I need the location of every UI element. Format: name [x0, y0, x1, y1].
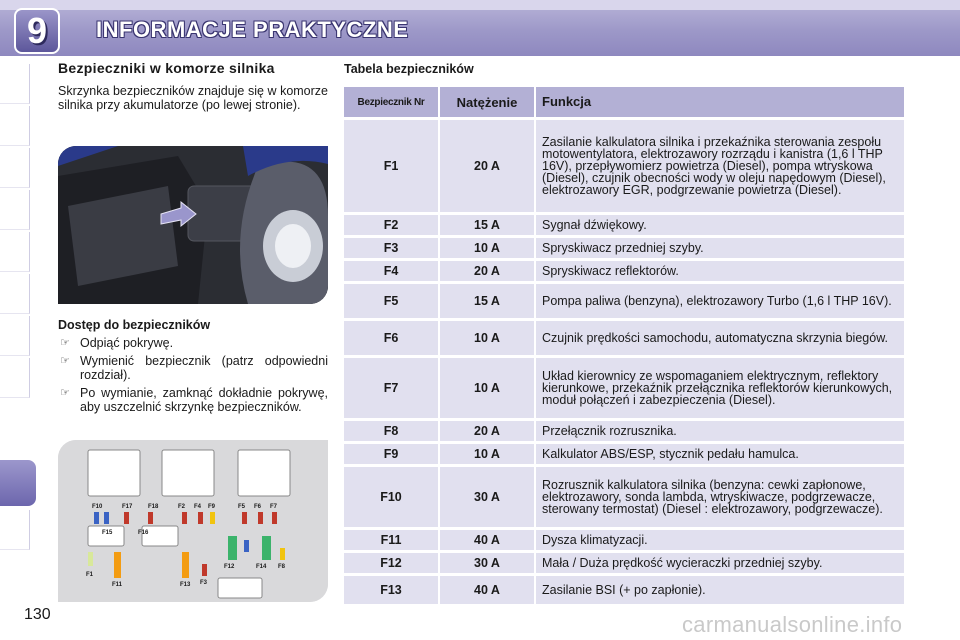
table-row — [344, 321, 904, 355]
function-cell: Pompa paliwa (benzyna), elektrozawory Turbo (1,6 l THP 16V). — [536, 284, 904, 318]
header-highlight — [0, 0, 960, 10]
fuse-table — [344, 87, 904, 607]
chapter-tab[interactable] — [0, 190, 30, 230]
fuse-label: F11 — [112, 582, 123, 588]
fuse-number-cell: F10 — [344, 467, 438, 527]
fuse-number-cell: F13 — [344, 576, 438, 604]
chapter-tab[interactable] — [0, 106, 30, 146]
function-cell: Rozrusznik kalkulatora silnika (benzyna: cewki zapłonowe, elektrozawory, sonda lambda, wtryskiwacze, podgrzewacze, sterowany termostat) (Diesel : elektrozawory, podgrzewacze). — [536, 467, 904, 527]
fuse-label: F9 — [208, 504, 216, 510]
fuse-label: F2 — [178, 504, 186, 510]
fuse-label: F12 — [224, 564, 235, 570]
access-step-text: Odpiąć pokrywę. — [80, 336, 174, 350]
table-row — [344, 238, 904, 258]
fuse-label: F13 — [180, 582, 191, 588]
chapter-tab[interactable] — [0, 358, 30, 398]
table-row — [344, 421, 904, 441]
access-step-text: Wymienić bezpiecznik (patrz odpowiedni rozdział). — [80, 354, 328, 382]
section-title: Bezpieczniki w komorze silnika — [58, 60, 275, 76]
function-cell: Spryskiwacz reflektorów. — [536, 261, 904, 281]
chapter-tab[interactable] — [0, 148, 30, 188]
amperage-cell: 10 A — [440, 444, 534, 464]
table-row — [344, 576, 904, 604]
fuse-label: F17 — [122, 504, 133, 510]
fuse-label: F10 — [92, 504, 103, 510]
amperage-cell: 40 A — [440, 530, 534, 550]
chapter-badge — [14, 8, 60, 54]
fuse-label: F18 — [148, 504, 159, 510]
amperage-cell: 40 A — [440, 576, 534, 604]
fuse-label: F6 — [254, 504, 262, 510]
chapter-tab-rail — [0, 64, 30, 574]
table-row — [344, 358, 904, 418]
fuse-number-cell: F12 — [344, 553, 438, 573]
amperage-cell: 30 A — [440, 467, 534, 527]
page-number: 130 — [24, 606, 51, 623]
chapter-tab[interactable] — [0, 316, 30, 356]
access-step — [58, 386, 328, 414]
fuse-number-cell: F8 — [344, 421, 438, 441]
function-cell: Mała / Duża prędkość wycieraczki przedniej szyby. — [536, 553, 904, 573]
header-fuse-number: Bezpiecznik Nr — [344, 87, 438, 117]
fuse-label: F16 — [138, 530, 149, 536]
fuse-number-cell: F6 — [344, 321, 438, 355]
fuse-number-cell: F5 — [344, 284, 438, 318]
fuse-label: F7 — [270, 504, 278, 510]
amperage-cell: 10 A — [440, 238, 534, 258]
table-row — [344, 215, 904, 235]
fuse-label: F4 — [194, 504, 202, 510]
fuse-label: F1 — [86, 572, 94, 578]
fuse-label: F8 — [278, 564, 286, 570]
page-title: INFORMACJE PRAKTYCZNE — [96, 17, 409, 42]
function-cell: Przełącznik rozrusznika. — [536, 421, 904, 441]
access-step — [58, 354, 328, 382]
amperage-cell: 15 A — [440, 284, 534, 318]
fuse-number-cell: F7 — [344, 358, 438, 418]
watermark: carmanualsonline.info — [682, 612, 903, 637]
amperage-cell: 30 A — [440, 553, 534, 573]
hand-pointer-icon: ☞ — [60, 387, 70, 399]
table-row — [344, 553, 904, 573]
fuse-label: F14 — [256, 564, 267, 570]
fuse-number-cell: F4 — [344, 261, 438, 281]
function-cell: Dysza klimatyzacji. — [536, 530, 904, 550]
fuse-label: F15 — [102, 530, 113, 536]
fuse-access-section — [58, 318, 328, 418]
table-title: Tabela bezpieczników — [344, 62, 474, 76]
chapter-tab[interactable] — [0, 64, 30, 104]
table-header-row — [344, 87, 904, 117]
chapter-tab[interactable] — [0, 510, 30, 550]
table-row — [344, 120, 904, 212]
table-row — [344, 261, 904, 281]
fuse-box-diagram — [58, 440, 328, 602]
amperage-cell: 10 A — [440, 358, 534, 418]
engine-fuses-section — [58, 60, 328, 112]
header-amperage: Natężenie — [440, 87, 534, 117]
fuse-label: F5 — [238, 504, 246, 510]
function-cell: Spryskiwacz przedniej szyby. — [536, 238, 904, 258]
chapter-tab[interactable] — [0, 232, 30, 272]
amperage-cell: 15 A — [440, 215, 534, 235]
fuse-box-illustration — [58, 440, 328, 602]
table-row — [344, 530, 904, 550]
access-step-text: Po wymianie, zamknąć dokładnie pokrywę, aby uszczelnić skrzynkę bezpieczników. — [80, 386, 328, 414]
function-cell: Czujnik prędkości samochodu, automatyczna skrzynia biegów. — [536, 321, 904, 355]
function-cell: Sygnał dźwiękowy. — [536, 215, 904, 235]
fuse-label: F3 — [200, 580, 208, 586]
fuse-number-cell: F1 — [344, 120, 438, 212]
table-row — [344, 284, 904, 318]
engine-compartment-photo — [58, 146, 328, 304]
chapter-number: 9 — [26, 10, 48, 51]
chapter-tab[interactable] — [0, 274, 30, 314]
amperage-cell: 10 A — [440, 321, 534, 355]
section-text: Skrzynka bezpieczników znajduje się w komorze silnika przy akumulatorze (po lewej stronie). — [58, 84, 328, 112]
fuse-number-cell: F2 — [344, 215, 438, 235]
hand-pointer-icon: ☞ — [60, 337, 70, 349]
table-row — [344, 467, 904, 527]
access-step — [58, 336, 328, 350]
table-row — [344, 444, 904, 464]
fuse-number-cell: F9 — [344, 444, 438, 464]
function-cell: Układ kierownicy ze wspomaganiem elektrycznym, reflektory kierunkowe, przekaźnik przełącznika reflektorów kierunkowych, moduł połączeń i zabezpieczenia (Diesel). — [536, 358, 904, 418]
engine-photo-illustration — [58, 146, 328, 304]
fuse-number-cell: F11 — [344, 530, 438, 550]
function-cell: Zasilanie kalkulatora silnika i przekaźnika sterowania zespołu motowentylatora, elektrozawory rozrządu i kanistra (1,6 l THP 16V), przepływomierz powietrza (Diesel), pompa wtryskowa (Diesel), czujnik obecności wody w oleju napędowym (Diesel), elektrozawory EGR, podgrzewanie powietrza (Diesel). — [536, 120, 904, 212]
amperage-cell: 20 A — [440, 421, 534, 441]
function-cell: Kalkulator ABS/ESP, stycznik pedału hamulca. — [536, 444, 904, 464]
access-title: Dostęp do bezpieczników — [58, 318, 211, 332]
fuse-number-cell: F3 — [344, 238, 438, 258]
header-function: Funkcja — [536, 87, 904, 117]
amperage-cell: 20 A — [440, 120, 534, 212]
chapter-tab-active[interactable] — [0, 460, 36, 506]
function-cell: Zasilanie BSI (+ po zapłonie). — [536, 576, 904, 604]
hand-pointer-icon: ☞ — [60, 355, 70, 367]
amperage-cell: 20 A — [440, 261, 534, 281]
